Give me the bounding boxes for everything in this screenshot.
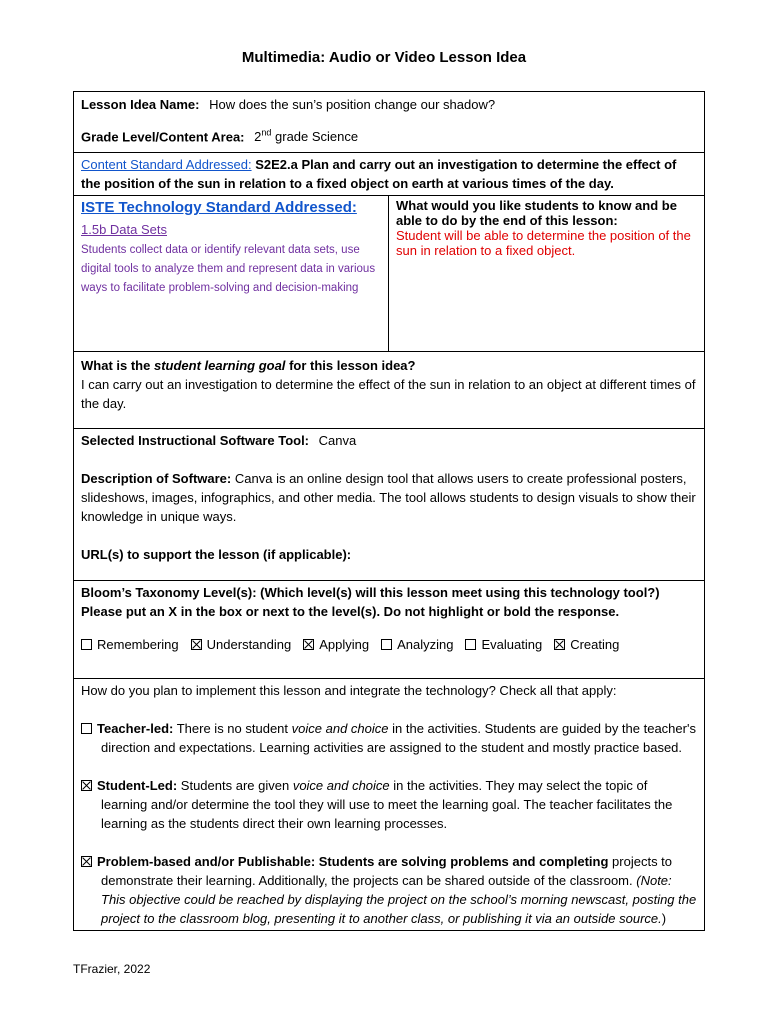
content-standard-row bbox=[74, 153, 704, 196]
objective-answer: Student will be able to determine the position of the sun in relation to a fixed object. bbox=[396, 228, 691, 259]
problem-based-label: Problem-based and/or Publishable: Students are solving problems and completing bbox=[97, 854, 609, 870]
implementation-row bbox=[74, 679, 704, 930]
software-tool-label: Selected Instructional Software Tool: bbox=[81, 433, 310, 449]
lesson-name-value: How does the sun’s position change our shadow? bbox=[209, 97, 496, 112]
checkbox-icon[interactable] bbox=[465, 639, 476, 650]
blooms-row bbox=[74, 581, 704, 679]
goal-question-start: What is the bbox=[81, 358, 151, 374]
implementation-teacher-led bbox=[81, 719, 697, 757]
blooms-level-remembering[interactable]: Remembering bbox=[81, 635, 179, 654]
problem-based-note: (Note: This objective could be reached by displaying the project on the school’s morning newscast, posting the project to the classroom blog, presenting it to another class, or publishing it via an outside source. bbox=[101, 873, 697, 927]
content-standard-label[interactable]: Content Standard Addressed: bbox=[81, 157, 252, 173]
implementation-problem-based bbox=[81, 852, 697, 928]
standards-objective-row bbox=[74, 196, 704, 352]
checkbox-icon[interactable] bbox=[191, 639, 202, 650]
software-tool-value: Canva bbox=[318, 433, 357, 449]
blooms-level-list bbox=[81, 635, 697, 654]
teacher-led-text: There is no student bbox=[176, 721, 289, 737]
software-description-value: Canva is an online design tool that allows users to create professional posters, slideshows, images, infographics, and other media. The tool allows students to design visuals to show their knowledge in unique ways. bbox=[81, 471, 696, 525]
grade-suffix: nd bbox=[261, 128, 272, 138]
student-led-emphasis: voice and choice bbox=[292, 778, 390, 794]
teacher-led-emphasis: voice and choice bbox=[291, 721, 389, 737]
objective-question: What would you like students to know and be able to do by the end of this lesson: bbox=[396, 198, 677, 229]
blooms-level-evaluating[interactable]: Evaluating bbox=[465, 635, 542, 654]
objective-cell bbox=[389, 196, 704, 351]
checkbox-icon[interactable] bbox=[81, 780, 92, 791]
iste-standard-label[interactable]: ISTE Technology Standard Addressed: bbox=[81, 199, 357, 217]
learning-goal-answer: I can carry out an investigation to determine the effect of the sun in relation to an object at different times of the day. bbox=[81, 377, 696, 412]
support-url-label: URL(s) to support the lesson (if applicable): bbox=[81, 547, 352, 563]
checkbox-icon[interactable] bbox=[81, 723, 92, 734]
content-standard-text: S2E2.a Plan and carry out an investigation to determine the effect of the position of the sun in relation to a fixed object on earth at various times of the day. bbox=[81, 157, 677, 192]
implementation-question: How do you plan to implement this lesson and integrate the technology? Check all that apply: bbox=[81, 683, 617, 699]
goal-question-end: for this lesson idea? bbox=[289, 358, 416, 374]
learning-goal-row bbox=[74, 352, 704, 429]
software-description-label: Description of Software: bbox=[81, 471, 232, 487]
checkbox-icon[interactable] bbox=[303, 639, 314, 650]
implementation-student-led bbox=[81, 776, 697, 833]
grade-subject: grade Science bbox=[275, 129, 359, 145]
blooms-level-understanding[interactable]: Understanding bbox=[191, 635, 292, 654]
blooms-level-applying[interactable]: Applying bbox=[303, 635, 369, 654]
iste-standard-description: Students collect data or identify relevant data sets, use digital tools to analyze them and represent data in various ways to facilitate problem-solving and decision-making bbox=[81, 244, 376, 295]
teacher-led-label: Teacher-led: bbox=[97, 721, 174, 737]
footer-credit: TFrazier, 2022 bbox=[73, 962, 151, 976]
grade-level-label: Grade Level/Content Area: bbox=[81, 129, 245, 145]
checkbox-icon[interactable] bbox=[81, 639, 92, 650]
grade-number: 2 bbox=[254, 129, 262, 145]
lesson-info-row bbox=[74, 92, 704, 153]
goal-question-emphasis: student learning goal bbox=[153, 358, 286, 374]
page-title: Multimedia: Audio or Video Lesson Idea bbox=[241, 49, 527, 66]
grade-level-value bbox=[254, 129, 358, 144]
checkbox-icon[interactable] bbox=[81, 856, 92, 867]
iste-standard-cell bbox=[74, 196, 389, 351]
problem-based-note-end: ) bbox=[661, 911, 667, 927]
software-row bbox=[74, 429, 704, 581]
student-led-label: Student-Led: bbox=[97, 778, 178, 794]
learning-goal-question bbox=[81, 356, 697, 375]
problem-based-text: projects to demonstrate their learning. Additionally, the projects can be shared outside of the classroom. bbox=[101, 854, 673, 889]
checkbox-icon[interactable] bbox=[554, 639, 565, 650]
lesson-form bbox=[73, 91, 705, 931]
teacher-led-text-end: in the activities. Students are guided by the teacher's direction and expectations. Learning activities are assigned to the student and mostly practice based. bbox=[101, 721, 696, 756]
iste-standard-code[interactable]: 1.5b Data Sets bbox=[81, 222, 167, 238]
student-led-text-end: in the activities. They may select the topic of learning and/or determine the tool they will use to meet the learning goal. The teacher facilitates the learning as the students direct their own learning processes. bbox=[101, 778, 673, 832]
blooms-question: Bloom’s Taxonomy Level(s): (Which level(s) will this lesson meet using this technology tool?) Please put an X in the box or next to the level(s). Do not highlight or bold the response. bbox=[81, 585, 660, 620]
blooms-level-creating[interactable]: Creating bbox=[554, 635, 619, 654]
blooms-level-analyzing[interactable]: Analyzing bbox=[381, 635, 453, 654]
checkbox-icon[interactable] bbox=[381, 639, 392, 650]
lesson-name-label: Lesson Idea Name: bbox=[81, 97, 200, 112]
student-led-text: Students are given bbox=[180, 778, 290, 794]
